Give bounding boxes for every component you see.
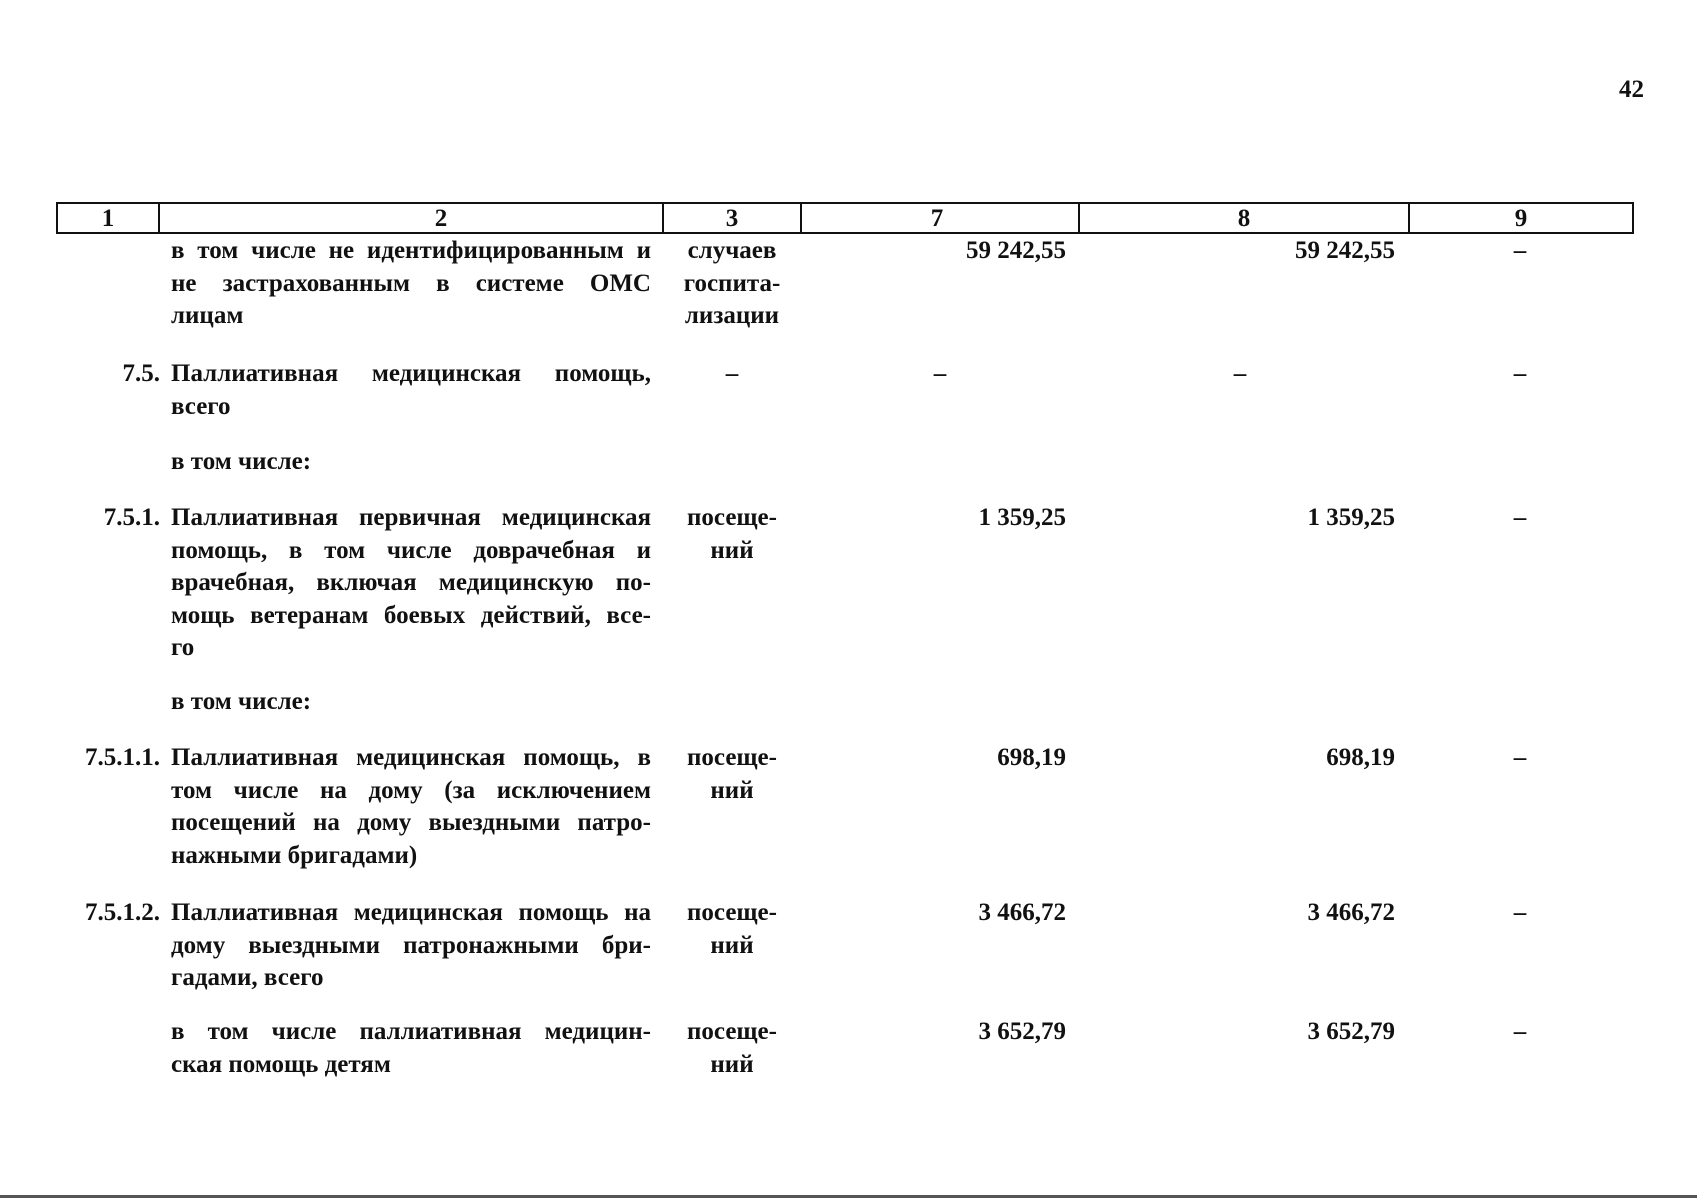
row-unit bbox=[672, 358, 792, 391]
description-line: в том числе паллиативная медицин- bbox=[171, 1018, 651, 1045]
row-col-7: – bbox=[933, 360, 947, 387]
row-number: 7.5. bbox=[122, 360, 160, 387]
header-col-7: 7 bbox=[930, 205, 944, 232]
row-col-9: – bbox=[1513, 360, 1527, 387]
description-line: лицам bbox=[171, 302, 244, 330]
row-unit bbox=[672, 742, 792, 807]
unit-line: – bbox=[725, 360, 739, 387]
unit-line: ний bbox=[710, 931, 754, 959]
description-line: в том числе не идентифицированным и bbox=[171, 237, 651, 264]
unit-line: посеще- bbox=[687, 1018, 777, 1045]
unit-line: ний bbox=[710, 776, 754, 804]
row-description bbox=[171, 897, 651, 995]
page-bottom-edge bbox=[0, 1195, 1697, 1198]
row-number: 7.5.1.2. bbox=[85, 899, 160, 926]
description-line: посещений на дому выездными патро- bbox=[171, 809, 651, 837]
description-line: в том числе: bbox=[171, 448, 312, 475]
row-col-9: – bbox=[1513, 899, 1527, 926]
description-line: врачебная, включая медицинскую по- bbox=[171, 569, 651, 597]
row-col-7: 59 242,55 bbox=[966, 237, 1066, 264]
description-line: мощь ветеранам боевых действий, все- bbox=[171, 601, 651, 629]
row-col-7: 3 466,72 bbox=[978, 899, 1066, 926]
unit-line: госпита- bbox=[683, 269, 781, 297]
description-line: не застрахованным в системе ОМС bbox=[171, 269, 651, 297]
row-col-8: 3 466,72 bbox=[1307, 899, 1395, 926]
description-line: Паллиативная медицинская помощь, в bbox=[171, 744, 651, 771]
description-line: Паллиативная медицинская помощь, bbox=[171, 360, 651, 387]
row-description bbox=[171, 235, 651, 333]
description-line: Паллиативная первичная медицинская bbox=[171, 504, 651, 531]
row-col-8: 3 652,79 bbox=[1307, 1018, 1395, 1045]
row-col-8: 59 242,55 bbox=[1295, 237, 1395, 264]
page-number: 42 bbox=[1619, 76, 1644, 103]
description-line: ская помощь детям bbox=[171, 1050, 391, 1078]
unit-line: посеще- bbox=[687, 504, 777, 531]
header-col-8: 8 bbox=[1237, 205, 1251, 232]
unit-line: посеще- bbox=[687, 744, 777, 771]
description-line: всего bbox=[171, 392, 231, 420]
row-col-8: 698,19 bbox=[1326, 744, 1395, 771]
row-unit bbox=[672, 502, 792, 567]
row-unit bbox=[672, 235, 792, 333]
header-col-3: 3 bbox=[725, 205, 739, 232]
description-line: нажными бригадами) bbox=[171, 841, 418, 869]
row-unit bbox=[672, 1016, 792, 1081]
description-line: гадами, всего bbox=[171, 964, 324, 992]
unit-line: лизации bbox=[684, 302, 780, 330]
row-description bbox=[171, 742, 651, 872]
description-line: том числе на дому (за исключением bbox=[171, 776, 651, 804]
description-line: в том числе: bbox=[171, 688, 312, 715]
unit-line: посеще- bbox=[687, 899, 777, 926]
row-col-9: – bbox=[1513, 744, 1527, 771]
row-col-7: 698,19 bbox=[997, 744, 1066, 771]
unit-line: ний bbox=[710, 536, 754, 564]
row-col-9: – bbox=[1513, 237, 1527, 264]
unit-line: случаев bbox=[687, 237, 777, 264]
row-unit bbox=[672, 897, 792, 962]
row-number: 7.5.1. bbox=[103, 504, 160, 531]
row-description bbox=[171, 502, 651, 665]
row-col-7: 3 652,79 bbox=[978, 1018, 1066, 1045]
header-col-2: 2 bbox=[434, 205, 448, 232]
row-col-8: 1 359,25 bbox=[1307, 504, 1395, 531]
row-description bbox=[171, 1016, 651, 1081]
row-col-9: – bbox=[1513, 1018, 1527, 1045]
header-col-1: 1 bbox=[101, 205, 115, 232]
description-line: Паллиативная медицинская помощь на bbox=[171, 899, 651, 926]
row-number: 7.5.1.1. bbox=[85, 744, 160, 771]
unit-line: ний bbox=[710, 1050, 754, 1078]
row-description bbox=[171, 446, 651, 479]
row-description bbox=[171, 686, 651, 719]
header-col-9: 9 bbox=[1514, 205, 1528, 232]
description-line: дому выездными патронажными бри- bbox=[171, 931, 651, 959]
description-line: помощь, в том числе доврачебная и bbox=[171, 536, 651, 564]
row-col-9: – bbox=[1513, 504, 1527, 531]
description-line: го bbox=[171, 634, 195, 662]
table-header bbox=[56, 202, 1634, 234]
row-col-8: – bbox=[1233, 360, 1247, 387]
row-col-7: 1 359,25 bbox=[978, 504, 1066, 531]
row-description bbox=[171, 358, 651, 423]
